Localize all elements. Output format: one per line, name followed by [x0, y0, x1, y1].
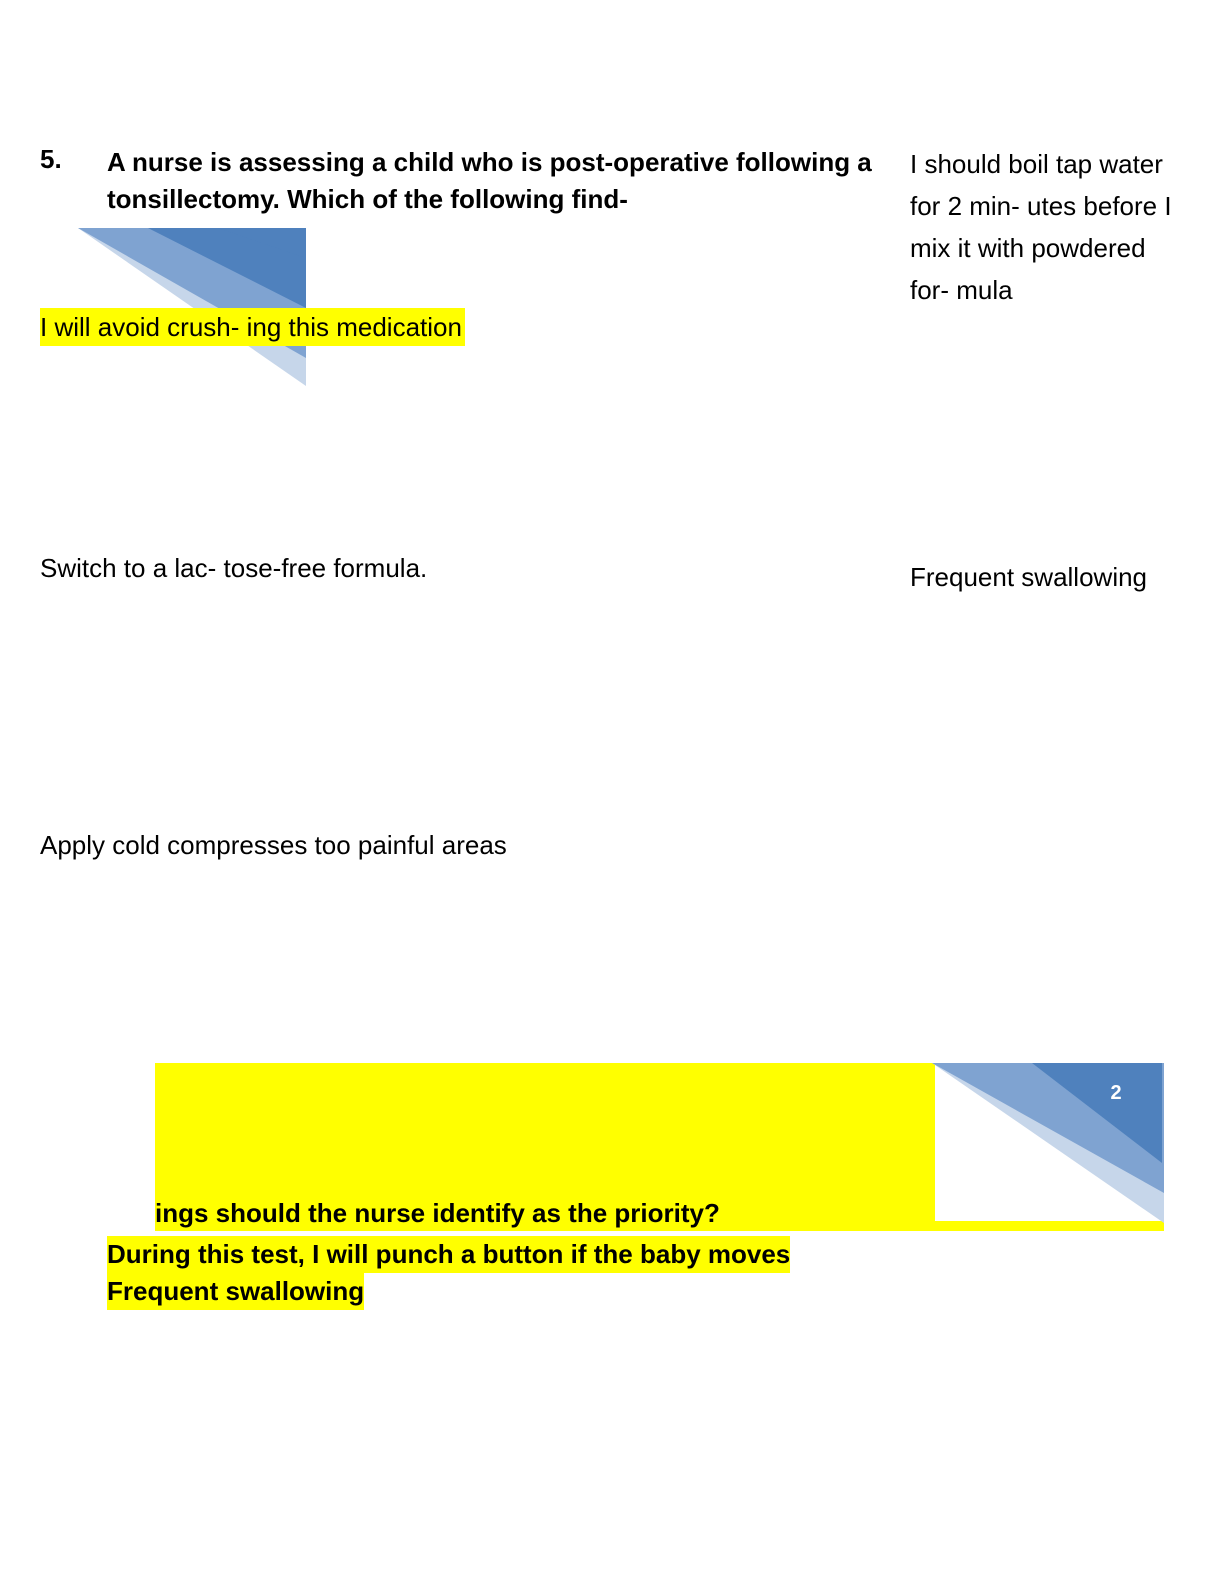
page-number: 2: [1110, 1082, 1122, 1104]
highlighted-bold-line: Frequent swallowing: [107, 1273, 364, 1310]
question-continuation: ings should the nurse identify as the priority?: [155, 1198, 720, 1228]
highlighted-bold-line: During this test, I will punch a button if the baby moves: [107, 1236, 790, 1273]
highlighted-answer: I will avoid crush- ing this medication: [40, 308, 465, 346]
answer-option: Apply cold compresses too painful areas: [40, 830, 507, 860]
answer-option: Switch to a lac- tose-free formula.: [40, 553, 428, 583]
right-answer-1: I should boil tap water for 2 min- utes before I mix it with powdered for- mula: [910, 149, 1172, 305]
question-number: 5.: [40, 144, 62, 174]
decorative-triangle-graphic: [78, 228, 306, 386]
question-text: A nurse is assessing a child who is post-operative following a tonsillectomy. Which of the following find-: [107, 147, 872, 214]
right-answer-2: Frequent swallowing: [910, 562, 1148, 592]
